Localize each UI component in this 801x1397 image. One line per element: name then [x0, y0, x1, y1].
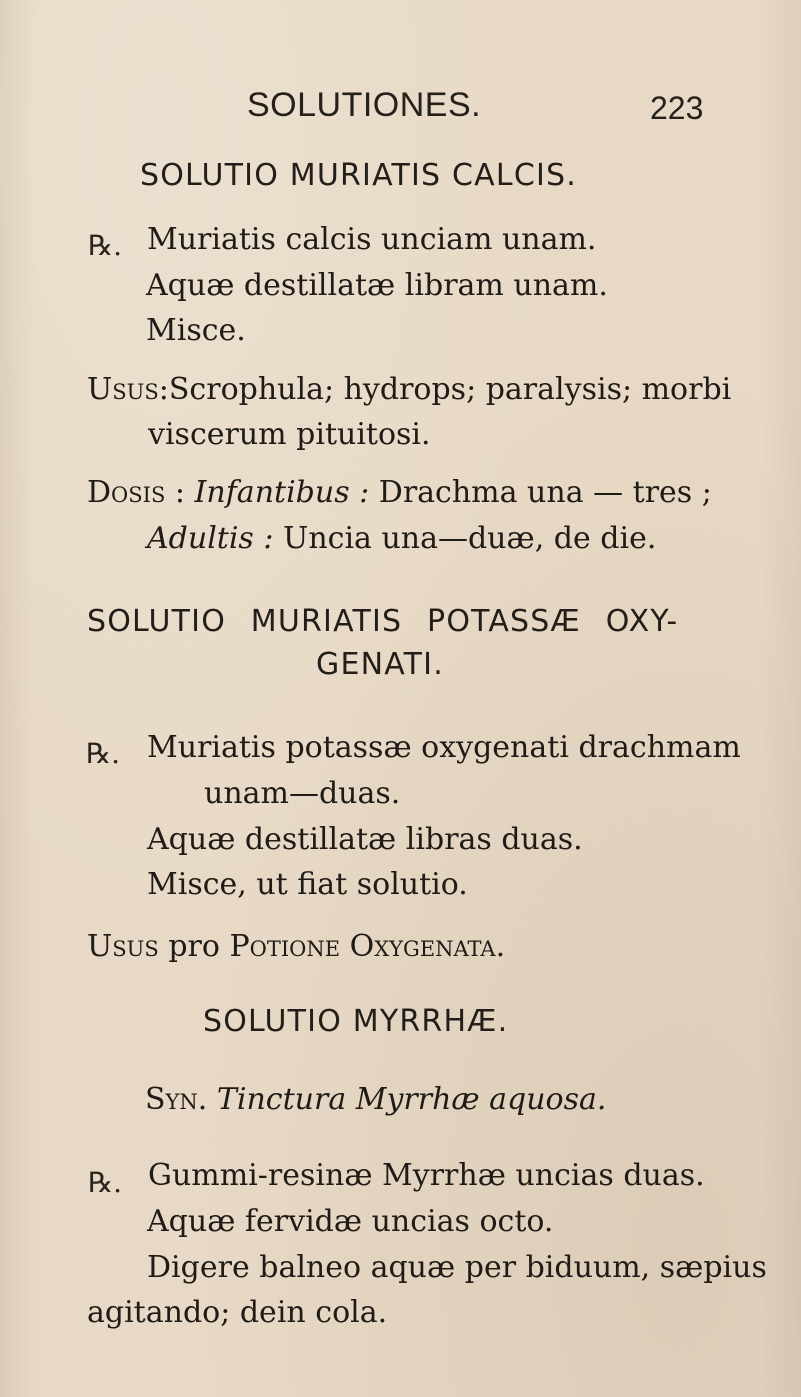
section-title-muriatis-calcis: SOLUTIO MURIATIS CALCIS. — [140, 158, 577, 193]
recipe-line: agitando; dein cola. — [87, 1295, 388, 1330]
recipe-line: Aquæ destillatæ libras duas. — [147, 822, 583, 857]
recipe-line: Aquæ fervidæ uncias octo. — [147, 1204, 554, 1239]
usus-potione: Potione — [229, 929, 341, 964]
synonym-line — [145, 1082, 606, 1117]
recipe-line: unam—duas. — [204, 776, 401, 811]
usus-oxygenata: Oxygenata. — [349, 929, 506, 964]
recipe-line: Digere balneo aquæ per biduum, sæpius — [147, 1250, 767, 1285]
dosis-line — [87, 475, 712, 510]
usus-label: Usus — [87, 929, 159, 964]
usus-label: Usus: — [87, 372, 169, 407]
recipe-line: Aquæ destillatæ libram unam. — [146, 268, 608, 303]
dosis-adultis-line — [147, 521, 656, 556]
usus-line — [87, 372, 731, 407]
dosis-infantibus: Infantibus : — [194, 475, 370, 510]
section-title-continuation: GENATI. — [316, 647, 444, 682]
usus-pro: pro — [168, 929, 220, 964]
recipe-line: Misce, ut fiat solutio. — [147, 867, 468, 902]
running-head: SOLUTIONES. — [247, 86, 482, 124]
usus-text: Scrophula; hydrops; paralysis; morbi — [168, 372, 732, 407]
recipe-symbol: ℞. — [88, 229, 123, 262]
usus-continuation: viscerum pituitosi. — [148, 417, 431, 452]
dosis-label: Dosis : — [87, 475, 185, 510]
recipe-line: Gummi-resinæ Myrrhæ uncias duas. — [148, 1158, 705, 1193]
usus-line — [87, 929, 505, 964]
page-number: 223 — [650, 90, 704, 126]
section-title-muriatis-potassae: SOLUTIO MURIATIS POTASSÆ OXY- — [87, 604, 679, 639]
recipe-symbol: ℞. — [86, 737, 121, 770]
syn-label: Syn. — [145, 1082, 208, 1117]
recipe-symbol: ℞. — [88, 1166, 123, 1199]
recipe-line: Misce. — [146, 313, 246, 348]
dosis-adultis: Adultis : — [147, 521, 274, 556]
recipe-line: Muriatis potassæ oxygenati drachmam — [147, 730, 741, 765]
syn-text: Tinctura Myrrhæ aquosa. — [216, 1082, 607, 1117]
dosis-adultis-text: Uncia una—duæ, de die. — [283, 521, 657, 556]
recipe-line: Muriatis calcis unciam unam. — [147, 222, 597, 257]
section-title-myrrhae: SOLUTIO MYRRHÆ. — [203, 1004, 509, 1039]
dosis-infantibus-text: Drachma una — tres ; — [378, 475, 712, 510]
